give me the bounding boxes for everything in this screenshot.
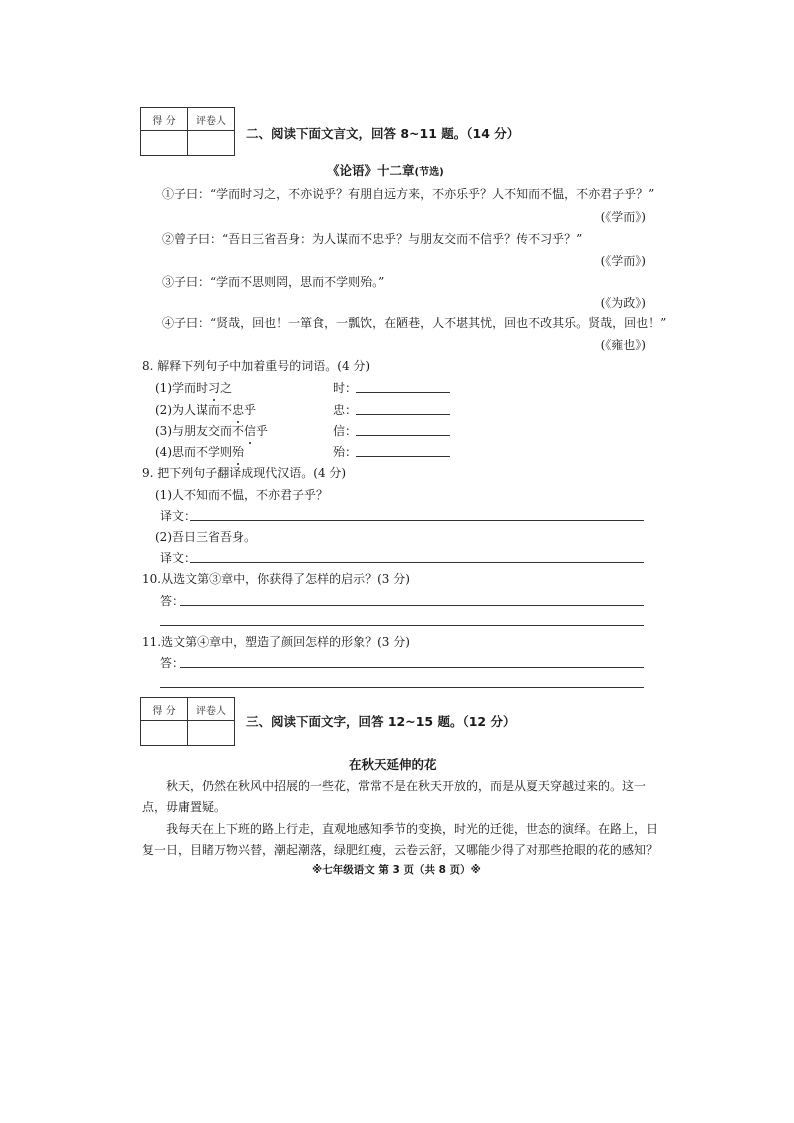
grader-label: 评卷人: [188, 108, 235, 131]
answer-line[interactable]: [356, 456, 450, 457]
emphasis-mark: 殆: [232, 445, 245, 459]
answer-line[interactable]: [160, 687, 644, 688]
q8-item-4: (4)思而不学则殆: [155, 445, 245, 459]
q8-item-3: (3)与朋友交而不信乎: [155, 424, 269, 438]
section3-heading: 三、阅读下面文字，回答 12~15 题。（12 分）: [246, 714, 516, 729]
section3-paragraph-2-line-1: 我每天在上下班的路上行走，直观地感知季节的变换，时光的迁徙，世态的演绎。在路上，日: [166, 822, 659, 836]
grader-label: 评卷人: [188, 698, 235, 721]
q9-translation-label-1: 译文：: [160, 509, 197, 523]
q11-stem: 11.选文第④章中，塑造了颜回怎样的形象？(3 分): [142, 635, 410, 649]
section2-title-text: 《论语》十二章: [327, 163, 415, 178]
passage-3: ③子曰：“学而不思则罔，思而不学则殆。”: [162, 275, 385, 289]
q8-label-4: 殆：: [333, 445, 358, 459]
passage-4: ④子曰：“贤哉，回也！一箪食，一瓢饮，在陋巷，人不堪其忧，回也不改其乐。贤哉，回也！”: [162, 316, 667, 330]
score-label: 得 分: [141, 108, 188, 131]
score-cell[interactable]: [141, 721, 188, 746]
q9-sentence-2: (2)吾日三省吾身。: [155, 530, 256, 544]
score-table-section3: [140, 697, 235, 746]
q9-stem: 9. 把下列句子翻译成现代汉语。(4 分): [142, 466, 347, 480]
q8-label-3: 信：: [333, 424, 358, 438]
passage-1-source: (《学而》): [600, 210, 646, 224]
section3-paragraph-1-line-1: 秋天，仍然在秋风中招展的一些花，常常不是在秋天开放的，而是从夏天穿越过来的。这一: [166, 779, 647, 793]
q8-item-1: (1)学而时习之: [155, 381, 233, 395]
answer-line[interactable]: [160, 625, 644, 626]
q8-label-2: 忠：: [333, 403, 358, 417]
section2-title-note: (节选): [414, 167, 444, 178]
score-label: 得 分: [141, 698, 188, 721]
emphasis-mark: 忠: [232, 403, 245, 417]
section3-title: 在秋天延伸的花: [349, 757, 437, 772]
answer-line[interactable]: [180, 667, 644, 668]
q10-stem: 10.从选文第③章中，你获得了怎样的启示？(3 分): [142, 572, 410, 586]
section2-heading: 二、阅读下面文言文，回答 8~11 题。（14 分）: [246, 126, 520, 141]
score-table-section2: [140, 107, 235, 156]
passage-2-source: (《学而》): [600, 254, 646, 268]
answer-line[interactable]: [180, 605, 644, 606]
answer-line[interactable]: [356, 414, 450, 415]
q9-sentence-1: (1)人不知而不愠，不亦君子乎？: [155, 488, 328, 502]
section3-paragraph-2-line-2: 复一日，目睹万物兴替，潮起潮落，绿肥红瘦，云卷云舒，又哪能少得了对那些抢眼的花的感知？: [142, 843, 659, 857]
answer-line[interactable]: [190, 520, 644, 521]
passage-3-source: (《为政》): [600, 296, 646, 310]
page-footer: ※七年级语文 第 3 页（共 8 页）※: [312, 864, 481, 876]
emphasis-mark: 信: [244, 424, 257, 438]
grader-cell[interactable]: [188, 131, 235, 156]
answer-line[interactable]: [356, 392, 450, 393]
section3-paragraph-1-line-2: 点，毋庸置疑。: [142, 800, 227, 814]
q8-item-2: (2)为人谋而不忠乎: [155, 403, 257, 417]
passage-1: ①子曰：“学而时习之，不亦说乎？有朋自远方来，不亦乐乎？人不知而不愠，不亦君子乎？”: [162, 187, 655, 201]
q8-stem: 8. 解释下列句子中加着重号的词语。(4 分): [142, 359, 371, 373]
section2-title: [327, 161, 444, 179]
passage-4-source: (《雍也》): [600, 338, 646, 352]
score-cell[interactable]: [141, 131, 188, 156]
passage-2: ②曾子曰：“吾日三省吾身：为人谋而不忠乎？与朋友交而不信乎？传不习乎？”: [162, 232, 583, 246]
grader-cell[interactable]: [188, 721, 235, 746]
answer-line[interactable]: [190, 562, 644, 563]
answer-line[interactable]: [356, 435, 450, 436]
q8-label-1: 时：: [333, 381, 358, 395]
q11-answer-label: 答：: [160, 656, 185, 670]
q9-translation-label-2: 译文：: [160, 551, 197, 565]
q10-answer-label: 答：: [160, 594, 185, 608]
emphasis-mark: 习: [208, 381, 221, 395]
